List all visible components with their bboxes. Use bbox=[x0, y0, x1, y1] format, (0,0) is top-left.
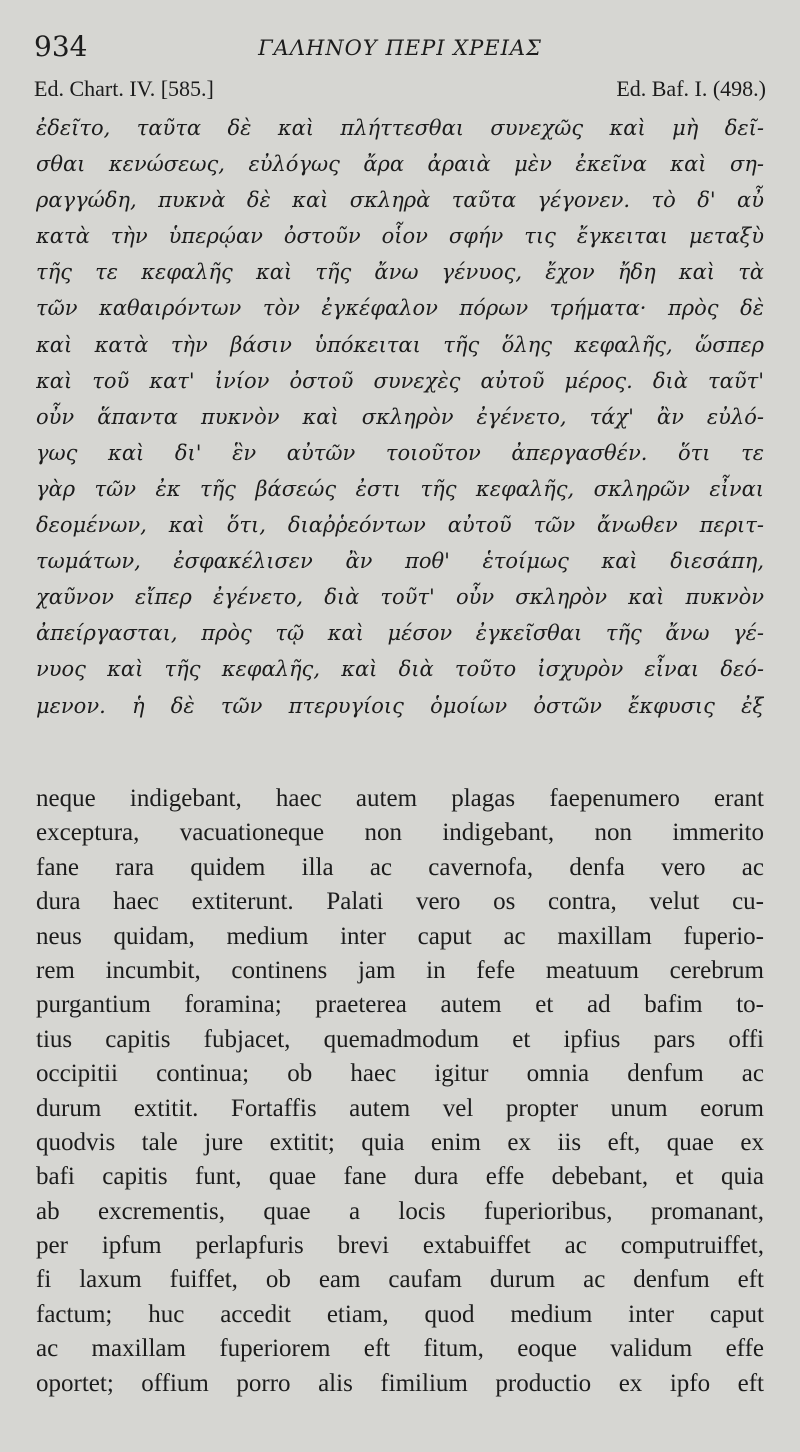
latin-line: ab excrementis, quae a locis fuperioribus, promanant, bbox=[36, 1197, 764, 1225]
greek-line: σθαι κενώσεως, εὐλόγως ἄρα ἀραιὰ μὲν ἐκεῖνα καὶ ση- bbox=[36, 152, 764, 177]
latin-line: factum; huc accedit etiam, quod medium inter caput bbox=[36, 1300, 764, 1328]
latin-line: purgantium foramina; praeterea autem et ad bafim to- bbox=[36, 991, 764, 1019]
latin-line: durum extitit. Fortaffis autem vel propter unum eorum bbox=[36, 1094, 764, 1122]
latin-line: exceptura, vacuationeque non indigebant, non immerito bbox=[36, 819, 764, 847]
latin-line: fi laxum fuiffet, ob eam caufam durum ac denfum eft bbox=[36, 1266, 764, 1294]
greek-line: δεομένων, καὶ ὅτι, διαῤῥεόντων αὐτοῦ τῶν ἄνωθεν περιτ- bbox=[36, 513, 764, 538]
edition-reference-right: Ed. Baf. I. (498.) bbox=[616, 76, 766, 101]
latin-line: bafi capitis funt, quae fane dura effe debebant, et quia bbox=[36, 1163, 764, 1191]
latin-line: quodvis tale jure extitit; quia enim ex iis eft, quae ex bbox=[36, 1128, 764, 1156]
greek-line: οὖν ἅπαντα πυκνὸν καὶ σκληρὸν ἐγένετο, τάχ' ἂν εὐλό- bbox=[36, 404, 764, 429]
latin-line: occipitii continua; ob haec igitur omnia denfum ac bbox=[36, 1060, 764, 1088]
greek-line: καὶ τοῦ κατ' ἰνίον ὀστοῦ συνεχὲς αὐτοῦ μέρος. διὰ ταῦτ' bbox=[36, 368, 764, 393]
page-header bbox=[30, 30, 770, 70]
greek-line: κατὰ τὴν ὑπερῴαν ὀστοῦν οἷον σφήν τις ἔγκειται μεταξὺ bbox=[36, 224, 764, 249]
greek-line: νυος καὶ τῆς κεφαλῆς, καὶ διὰ τοῦτο ἰσχυρὸν εἶναι δεό- bbox=[36, 657, 764, 682]
latin-line: oportet; offium porro alis fimilium productio ex ipfo eft bbox=[36, 1369, 764, 1397]
greek-line: τῶν καθαιρόντων τὸν ἐγκέφαλον πόρων τρήματα· πρὸς δὲ bbox=[36, 296, 764, 321]
latin-line: rem incumbit, continens jam in fefe meatuum cerebrum bbox=[36, 956, 764, 984]
latin-line: ac maxillam fuperiorem eft fitum, eoque validum effe bbox=[36, 1335, 764, 1363]
greek-line: γως καὶ δι' ἓν αὐτῶν τοιοῦτον ἀπεργασθέν. ὅτι τε bbox=[36, 440, 764, 465]
greek-line: γὰρ τῶν ἐκ τῆς βάσεώς ἐστι τῆς κεφαλῆς, σκληρῶν εἶναι bbox=[36, 476, 764, 501]
page-number: 934 bbox=[34, 30, 88, 63]
greek-text-block bbox=[36, 110, 764, 724]
greek-line: τωμάτων, ἐσφακέλισεν ἂν ποθ' ἑτοίμως καὶ διεσάπη, bbox=[36, 549, 764, 574]
greek-line: τῆς τε κεφαλῆς καὶ τῆς ἄνω γένυος, ἔχον ἤδη καὶ τὰ bbox=[36, 260, 764, 285]
latin-line: tius capitis fubjacet, quemadmodum et ipfius pars offi bbox=[36, 1025, 764, 1053]
latin-line: dura haec extiterunt. Palati vero os contra, velut cu- bbox=[36, 888, 764, 916]
greek-line: καὶ κατὰ τὴν βάσιν ὑπόκειται τῆς ὅλης κεφαλῆς, ὥσπερ bbox=[36, 332, 764, 357]
greek-line: μενον. ἡ δὲ τῶν πτερυγίοις ὁμοίων ὀστῶν ἔκφυσις ἐξ bbox=[36, 693, 764, 718]
edition-reference-left: Ed. Chart. IV. [585.] bbox=[34, 76, 214, 101]
latin-line: neque indigebant, haec autem plagas faepenumero erant bbox=[36, 785, 764, 812]
greek-line: ἀπείργασται, πρὸς τῷ καὶ μέσον ἐγκεῖσθαι τῆς ἄνω γέ- bbox=[36, 621, 764, 646]
running-title: ΓΑΛΗΝΟΥ ΠΕΡΙ ΧΡΕΙΑΣ bbox=[258, 36, 542, 60]
latin-line: fane rara quidem illa ac cavernofa, denfa vero ac bbox=[36, 853, 764, 881]
greek-line: ἐδεῖτο, ταῦτα δὲ καὶ πλήττεσθαι συνεχῶς καὶ μὴ δεῖ- bbox=[36, 116, 764, 140]
latin-line: per ipfum perlapfuris brevi extabuiffet ac computruiffet, bbox=[36, 1232, 764, 1260]
latin-line: neus quidam, medium inter caput ac maxillam fuperio- bbox=[36, 922, 764, 950]
greek-line: χαῦνον εἴπερ ἐγένετο, διὰ τοῦτ' οὖν σκληρὸν καὶ πυκνὸν bbox=[36, 585, 764, 610]
greek-line: ραγγώδη, πυκνὰ δὲ καὶ σκληρὰ ταῦτα γέγονεν. τὸ δ' αὖ bbox=[36, 188, 764, 213]
latin-text-block bbox=[36, 782, 764, 1401]
edition-reference-line bbox=[34, 76, 766, 106]
